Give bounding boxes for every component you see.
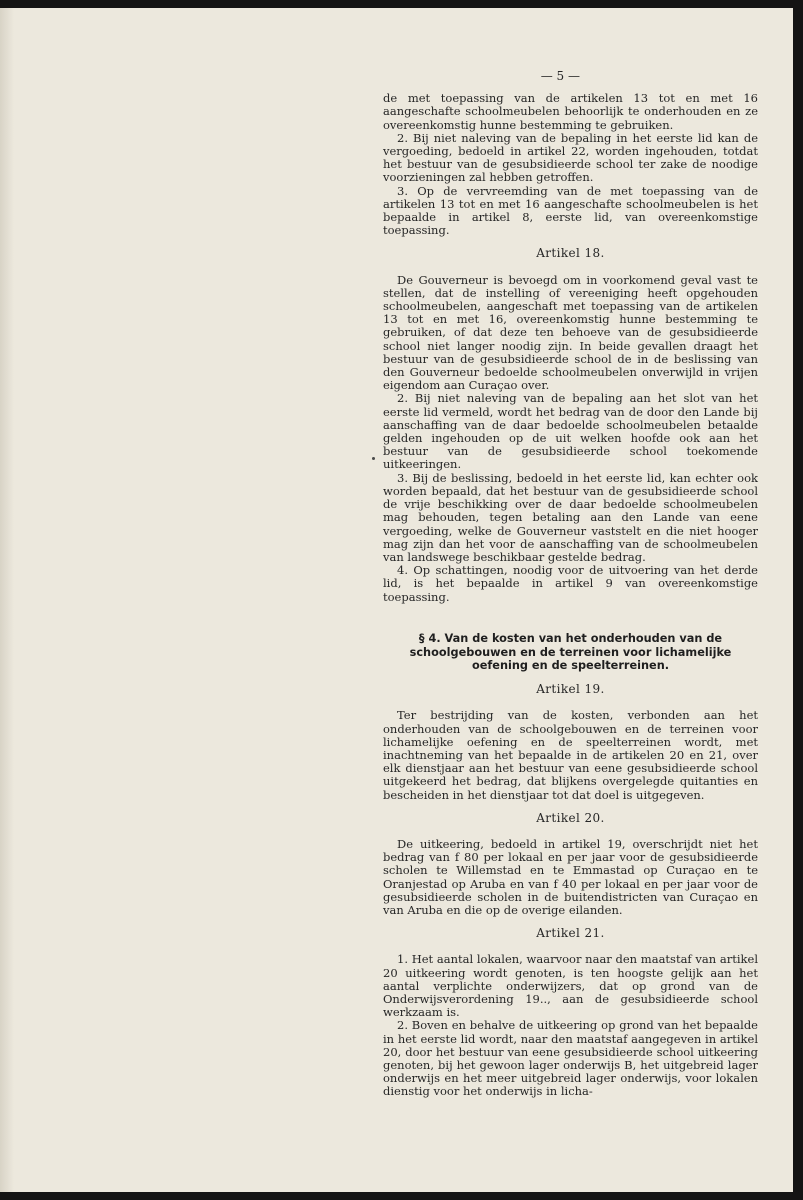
paragraph-lid-3: 3. Op de vervreemding van de met toepassing van de artikelen 13 tot en met 16 aangeschafte schoolmeubelen is het bepaalde in artikel 8, eerste lid, van overeenkomstige toepassing.: [383, 183, 758, 238]
section-4-title: § 4. Van de kosten van het onderhouden van de schoolgebouwen en de terreinen voor lichamelijke oefening en de speelterreinen.: [409, 631, 732, 673]
article-18-paragraph-2: 2. Bij niet naleving van de bepaling aan het slot van het eerste lid vermeld, wordt het bedrag van de door den Lande bij aanschaffing van de daar bedoelde schoolmeubelen betaalde gelden ingehouden op de uit welken hoofde ook aan het bestuur van de gesubsidieerde school toekomende uitkeeringen.: [383, 391, 758, 472]
article-19-heading: Artikel 19.: [536, 682, 605, 697]
article-20-heading: Artikel 20.: [536, 810, 605, 825]
document-page: [0, 8, 793, 1192]
article-21-paragraph-1: 1. Het aantal lokalen, waarvoor naar den maatstaf van artikel 20 uitkeering wordt genoten, is ten hoogste gelijk aan het aantal verplichte onderwijzers, dat op grond van de Onderwijsverordening 19.., aan de gesubsidieerde school werkzaam is.: [383, 952, 758, 1020]
page-number: — 5 —: [540, 69, 580, 83]
scan-border-bottom: [0, 1192, 803, 1200]
article-20-paragraph-1: De uitkeering, bedoeld in artikel 19, overschrijdt niet het bedrag van f 80 per lokaal en per jaar voor de gesubsidieerde scholen te Willemstad en te Emmastad op Curaçao en te Oranjestad op Aruba en van f 40 per lokaal en per jaar voor de gesubsidieerde scholen in de buitendistricten van Curaçao en van Aruba en die op de overige eilanden.: [383, 836, 758, 917]
article-19-paragraph-1: Ter bestrijding van de kosten, verbonden aan het onderhouden van de schoolgebouwen en de terreinen voor lichamelijke oefening en de speelterreinen wordt, met inachtneming van het bepaalde in de artikelen 20 en 21, over elk dienstjaar aan het bestuur van eene gesubsidieerde school uitgekeerd het bedrag, dat blijkens overgelegde quitanties en bescheiden in het dienstjaar tot dat doel is uitgegeven.: [383, 708, 758, 802]
ink-speck: [372, 457, 375, 460]
article-18-paragraph-3: 3. Bij de beslissing, bedoeld in het eerste lid, kan echter ook worden bepaald, dat het bestuur van de gesubsidieerde school de vrije beschikking over de daar bedoelde schoolmeubelen mag behouden, tegen betaling aan den Lande van eene vergoeding, welke de Gouverneur vaststelt en die niet hooger mag zijn dan het voor de aanschaffing van de schoolmeubelen van landswege beschikbaar gestelde bedrag.: [383, 470, 758, 564]
paragraph-lid-2: 2. Bij niet naleving van de bepaling in het eerste lid kan de vergoeding, bedoeld in artikel 22, worden ingehouden, totdat het bestuur van de gesubsidieerde school ter zake de noodige voorzieningen zal hebben getroffen.: [383, 130, 758, 185]
article-21-heading: Artikel 21.: [536, 926, 605, 941]
paragraph-continuation: de met toepassing van de artikelen 13 tot en met 16 aangeschafte schoolmeubelen behoorlijk te onderhouden en ze overeenkomstig hunne bestemming te gebruiken.: [383, 91, 758, 132]
article-18-paragraph-1: De Gouverneur is bevoegd om in voorkomend geval vast te stellen, dat de instelling of vereeniging heeft opgehouden schoolmeubelen, aangeschaft met toepassing van de artikelen 13 tot en met 16, overeenkomstig hunne bestemming te gebruiken, of dat deze ten behoeve van de gesubsidieerde school niet langer noodig zijn. In beide gevallen draagt het bestuur van de gesubsidieerde school de in de beslissing van den Gouverneur bedoelde schoolmeubelen onverwijld in vrijen eigendom aan Curaçao over.: [383, 272, 758, 393]
article-21-paragraph-2: 2. Boven en behalve de uitkeering op grond van het bepaalde in het eerste lid wordt, naar den maatstaf aangegeven in artikel 20, door het bestuur van eene gesubsidieerde school uitkeering genoten, bij het gewoon lager onderwijs B, het uitgebreid lager onderwijs en het meer uitgebreid lager onderwijs, voor lokalen dienstig voor het onderwijs in licha-: [383, 1018, 758, 1099]
scan-border-right: [793, 0, 803, 1200]
scan-border-top: [0, 0, 803, 8]
article-18-paragraph-4: 4. Op schattingen, noodig voor de uitvoering van het derde lid, is het bepaalde in artikel 9 van overeenkomstige toepassing.: [383, 563, 758, 604]
page-fold-shadow: [0, 8, 14, 1192]
article-18-heading: Artikel 18.: [536, 246, 605, 261]
text-column: [383, 70, 758, 1099]
